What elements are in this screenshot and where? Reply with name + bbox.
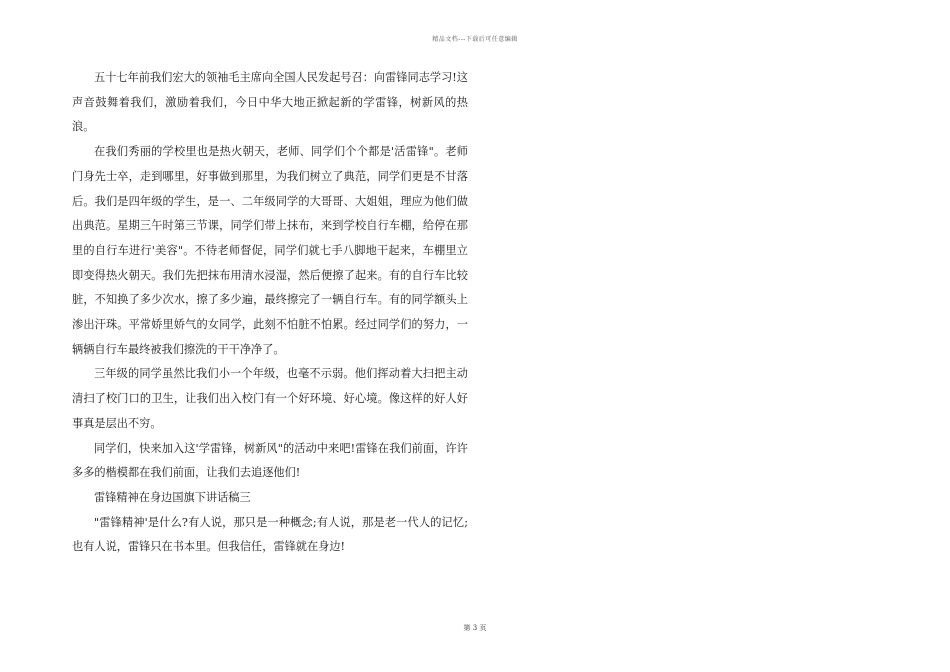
- paragraph-school-activity: 在我们秀丽的学校里也是热火朝天，老师、同学们个个都是'活雷锋"。老师门身先士卒，走到哪里，好事做到那里，为我们树立了典范，同学们更是不甘落后。我们是四年级的学生，是一、二年级同学的大哥哥、大姐姐，理应为他们做出典范。星期三午时第三节课，同学们带上抹布，来到学校自行车棚，给停在那里的自行车进行'美容"。不待老师督促，同学们就七手八脚地干起来，车棚里立即变得热火朝天。我们先把抹布用清水浸湿，然后便擦了起来。有的自行车比较脏，不知换了多少次水，擦了多少遍，最终擦完了一辆自行车。有的同学额头上渗出汗珠。平常娇里娇气的女同学，此刻不怕脏不怕累。经过同学们的努力，一辆辆自行车最终被我们擦洗的干干净净了。: [72, 145, 468, 356]
- document-body: [72, 66, 468, 560]
- page-number: 第 3 页: [463, 624, 487, 632]
- paragraph-call-to-learn: 五十七年前我们宏大的领袖毛主席向全国人民发起号召：向雷锋同志学习!这声音鼓舞着我们，激励着我们，今日中华大地正掀起新的学雷锋，树新风的热浪。: [72, 71, 468, 134]
- page-header: 精品文档---下载后可任意编辑: [432, 36, 518, 43]
- paragraph-third-grade: 三年级的同学虽然比我们小一个年级，也毫不示弱。他们挥动着大扫把主动清扫了校门口的卫生，让我们出入校门有一个好环境、好心境。像这样的好人好事真是层出不穷。: [72, 367, 468, 430]
- section-title: 雷锋精神在身边国旗下讲话稿三: [94, 490, 251, 504]
- paragraph-lei-feng-spirit: "雷锋精神'是什么?有人说，那只是一种概念;有人说，那是老一代人的记忆;也有人说，雷锋只在书本里。但我信任，雷锋就在身边!: [72, 515, 468, 554]
- paragraph-invitation: 同学们，快来加入这'学雷锋，树新风"的活动中来吧!雷锋在我们前面，许许多多的楷模都在我们前面，让我们去追逐他们!: [72, 441, 468, 480]
